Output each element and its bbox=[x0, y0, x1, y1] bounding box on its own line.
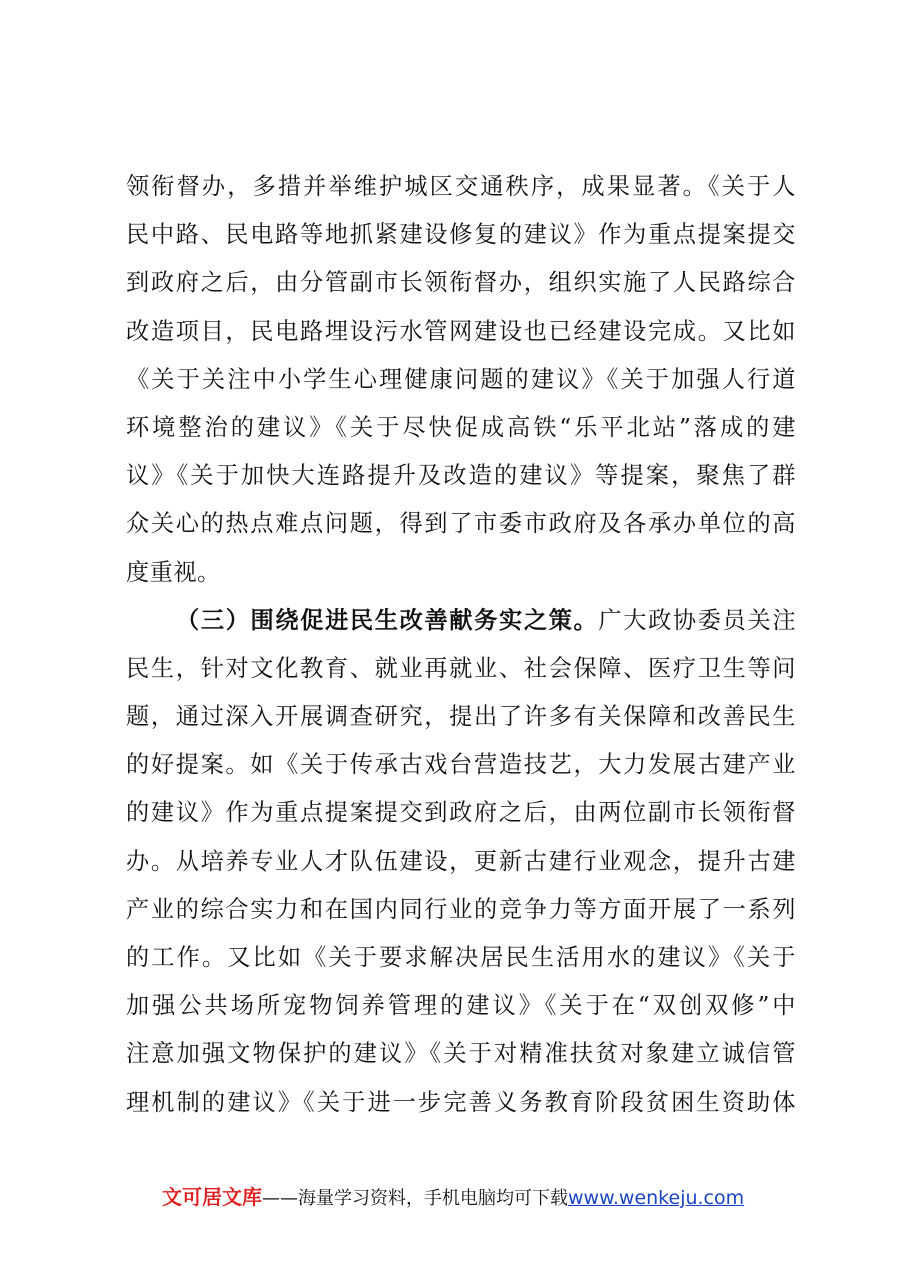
text-line: 众关心的热点难点问题，得到了市委市政府及各承办单位的高 bbox=[126, 510, 796, 538]
text-line: 题，通过深入开展调查研究，提出了许多有关保障和改善民生 bbox=[126, 703, 796, 731]
text-line: 改造项目，民电路埋设污水管网建设也已经建设完成。又比如 bbox=[126, 317, 796, 345]
text-line: 环境整治的建议》《关于尽快促成高铁“乐平北站”落成的建 bbox=[126, 413, 796, 441]
text-line: 到政府之后，由分管副市长领衔督办，组织实施了人民路综合 bbox=[126, 269, 796, 297]
text-line: 产业的综合实力和在国内同行业的竞争力等方面开展了一系列 bbox=[126, 895, 796, 923]
footer-tagline: ——海量学习资料，手机电脑均可下载 bbox=[262, 1188, 568, 1209]
text-line: 民中路、民电路等地抓紧建设修复的建议》作为重点提案提交 bbox=[126, 221, 796, 249]
document-body bbox=[126, 163, 796, 1127]
text-line: 的好提案。如《关于传承古戏台营造技艺，大力发展古建产业 bbox=[126, 751, 796, 779]
text-line: 《关于关注中小学生心理健康问题的建议》《关于加强人行道 bbox=[126, 365, 796, 393]
text-line: 理机制的建议》《关于进一步完善义务教育阶段贫困生资助体 bbox=[126, 1088, 796, 1116]
section-heading-rest: 广大政协委员关注 bbox=[598, 606, 797, 634]
text-line: 的建议》作为重点提案提交到政府之后，由两位副市长领衔督 bbox=[126, 799, 796, 827]
footer-banner bbox=[162, 1182, 782, 1212]
footer-brand: 文可居文库 bbox=[162, 1185, 262, 1209]
text-line: 度重视。 bbox=[126, 558, 221, 586]
footer-link[interactable]: www.wenkeju.com bbox=[568, 1187, 745, 1209]
text-line: 的工作。又比如《关于要求解决居民生活用水的建议》《关于 bbox=[126, 944, 796, 971]
text-line: 办。从培养专业人才队伍建设，更新古建行业观念，提升古建 bbox=[126, 847, 796, 875]
text-line: 民生，针对文化教育、就业再就业、社会保障、医疗卫生等问 bbox=[126, 654, 796, 682]
text-line: 加强公共场所宠物饲养管理的建议》《关于在“双创双修”中 bbox=[126, 992, 796, 1020]
text-line: 注意加强文物保护的建议》《关于对精准扶贫对象建立诚信管 bbox=[126, 1040, 796, 1068]
section-heading-line bbox=[126, 597, 796, 645]
text-line: 领衔督办，多措并举维护城区交通秩序，成果显著。《关于人 bbox=[126, 173, 796, 200]
text-line: 议》《关于加快大连路提升及改造的建议》等提案，聚焦了群 bbox=[126, 462, 796, 490]
section-heading: （三）围绕促进民生改善献务实之策。 bbox=[176, 606, 599, 634]
